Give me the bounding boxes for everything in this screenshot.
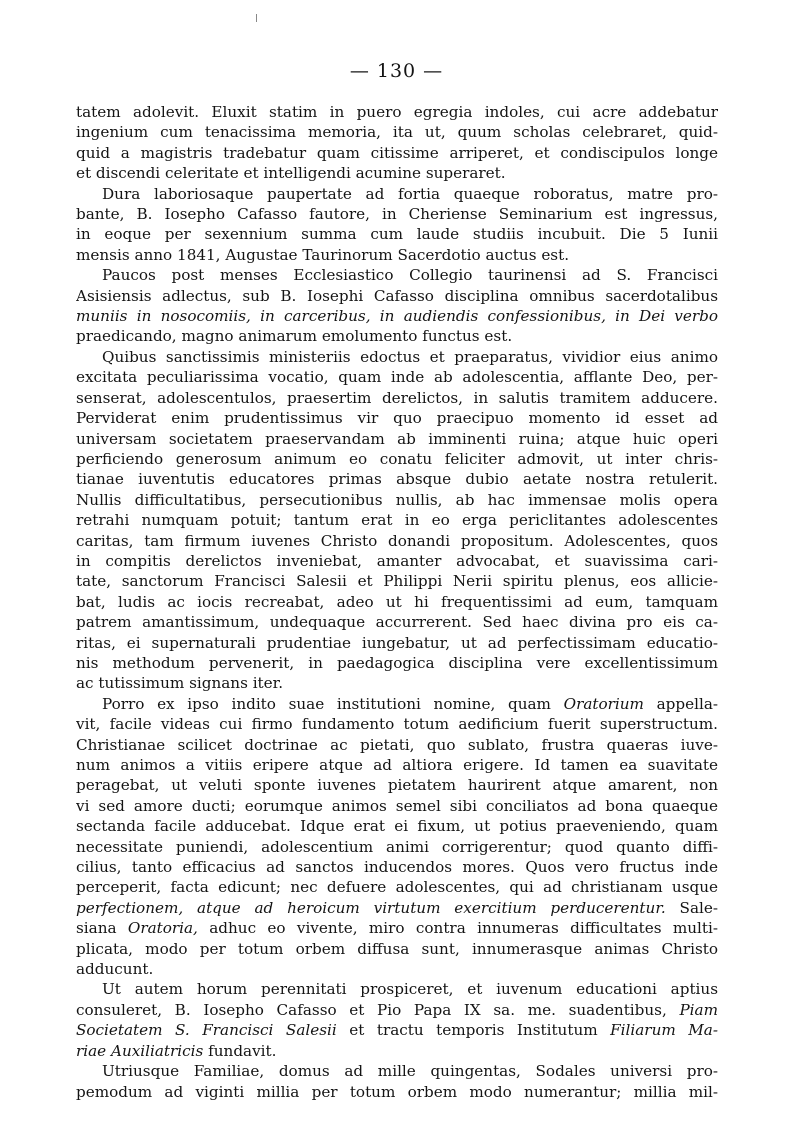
text-line: in eoque per sexennium summa cum laude studiis incubuit. Die 5 Iunii [76, 225, 718, 244]
text-line: et discendi celeritate et intelligendi acumine superaret. [76, 164, 506, 183]
text-line: peragebat, ut veluti sponte iuvenes pietatem haurirent atque amarent, non [76, 776, 718, 795]
text-line: Utriusque Familiae, domus ad mille quingentas, Sodales universi pro- [102, 1062, 718, 1081]
text-line: num animos a vitiis eripere atque ad altiora erigere. Id tamen ea suavitate [76, 756, 718, 774]
text-line: riae Auxiliatricis fundavit. [76, 1041, 277, 1060]
text-line: consuleret, B. Iosepho Cafasso et Pio Papa IX sa. me. suadentibus, Piam [76, 1000, 718, 1019]
text-line: sectanda facile adducebat. Idque erat ei fixum, ut potius praeveniendo, quam [76, 817, 718, 836]
paragraph [76, 265, 718, 347]
text-line: quid a magistris tradebatur quam citissime arriperet, et condiscipulos longe [76, 143, 718, 162]
text-line: in compitis derelictos inveniebat, amanter advocabat, et suavissima cari- [76, 551, 718, 570]
text-line: ritas, ei supernaturali prudentiae iungebatur, ut ad perfectissimam educatio- [76, 633, 718, 652]
text-line: perceperit, facta edicunt; nec defuere adolescentes, qui ad christianam usque [76, 878, 718, 897]
paragraph [76, 694, 718, 980]
paragraph [76, 1061, 718, 1102]
text-line: Perviderat enim prudentissimus vir quo praecipuo momento id esset ad [76, 409, 718, 428]
paragraph [76, 979, 718, 1061]
text-line: tatem adolevit. Eluxit statim in puero egregia indoles, cui acre addebatur [76, 103, 718, 121]
text-line: Asisiensis adlectus, sub B. Iosephi Cafasso disciplina omnibus sacerdotalibus [76, 286, 718, 305]
text-line: retrahi numquam potuit; tantum erat in eo erga periclitantes adolescentes [76, 511, 718, 530]
text-line: Christianae scilicet doctrinae ac pietati, quo sublato, frustra quaeras iuve- [76, 735, 718, 754]
paragraph [76, 184, 718, 266]
text-line: siana Oratoria, adhuc eo vivente, miro contra innumeras difficultates multi- [76, 919, 718, 938]
text-line: necessitate puniendi, adolescentium animi corrigerentur; quod quanto diffi- [76, 837, 718, 856]
text-line: patrem amantissimum, undequaque accurrerent. Sed haec divina pro eis ca- [76, 613, 718, 632]
text-line: Societatem S. Francisci Salesii et tractu temporis Institutum Filiarum Ma- [76, 1021, 718, 1040]
text-line: caritas, tam firmum iuvenes Christo donandi propositum. Adolescentes, quos [76, 531, 718, 550]
text-line: cilius, tanto efficacius ad sanctos inducendos mores. Quos vero fructus inde [76, 858, 718, 877]
paragraph [76, 347, 718, 694]
text-line: ac tutissimum signans iter. [76, 674, 284, 693]
text-line: Porro ex ipso indito suae institutioni nomine, quam Oratorium appella- [102, 694, 718, 713]
text-line: senserat, adolescentulos, praesertim derelictos, in salutis tramitem adducere. [76, 388, 718, 407]
text-line: muniis in nosocomiis, in carceribus, in audiendis confessionibus, in Dei verbo [76, 307, 718, 326]
text-line: pemodum ad viginti millia per totum orbem modo numerantur; millia mil- [76, 1082, 718, 1101]
text-line: ingenium cum tenacissima memoria, ita ut, quum scholas celebraret, quid- [76, 123, 718, 142]
text-line: universam societatem praeservandam ab imminenti ruina; atque huic operi [76, 429, 718, 448]
text-line: tate, sanctorum Francisci Salesii et Philippi Nerii spiritu plenus, eos allicie- [76, 572, 718, 591]
text-line: plicata, modo per totum orbem diffusa sunt, innumerasque animas Christo [76, 939, 718, 958]
text-line: vi sed amore ducti; eorumque animos semel sibi conciliatos ad bona quaeque [76, 796, 718, 815]
text-line: Dura laboriosaque paupertate ad fortia quaeque roboratus, matre pro- [102, 184, 718, 203]
text-line: bante, B. Iosepho Cafasso fautore, in Cheriense Seminarium est ingressus, [76, 205, 718, 224]
text-line: Ut autem horum perennitati prospiceret, et iuvenum educationi aptius [102, 980, 718, 999]
text-line: adducunt. [76, 960, 154, 979]
text-line: bat, ludis ac iocis recreabat, adeo ut hi frequentissimi ad eum, tamquam [76, 592, 718, 611]
text-line: nis methodum pervenerit, in paedagogica disciplina vere excellentissimum [76, 653, 718, 672]
text-line: excitata peculiarissima vocatio, quam inde ab adolescentia, afflante Deo, per- [76, 368, 718, 387]
page-number: — 130 — [349, 60, 444, 82]
text-line: tianae iuventutis educatores primas absque dubio aetate nostra retulerit. [76, 470, 718, 489]
text-line: Nullis difficultatibus, persecutionibus nullis, ab hac immensae molis opera [76, 490, 718, 509]
text-line: Paucos post menses Ecclesiastico Collegio taurinensi ad S. Francisci [102, 266, 718, 285]
text-line: perficiendo generosum animum eo conatu feliciter admovit, ut inter chris- [76, 449, 718, 468]
body-text [76, 102, 718, 1102]
text-line: mensis anno 1841, Augustae Taurinorum Sacerdotio auctus est. [76, 245, 570, 264]
text-line: praedicando, magno animarum emolumento functus est. [76, 327, 513, 346]
text-line: vit, facile videas cui firmo fundamento totum aedificium fuerit superstructum. [76, 715, 718, 734]
text-line: perfectionem, atque ad heroicum virtutum exercitium perducerentur. Sale- [76, 898, 718, 917]
paragraph [76, 102, 718, 184]
scan-mark [256, 14, 257, 22]
text-line: Quibus sanctissimis ministeriis edoctus et praeparatus, vividior eius animo [102, 347, 718, 366]
